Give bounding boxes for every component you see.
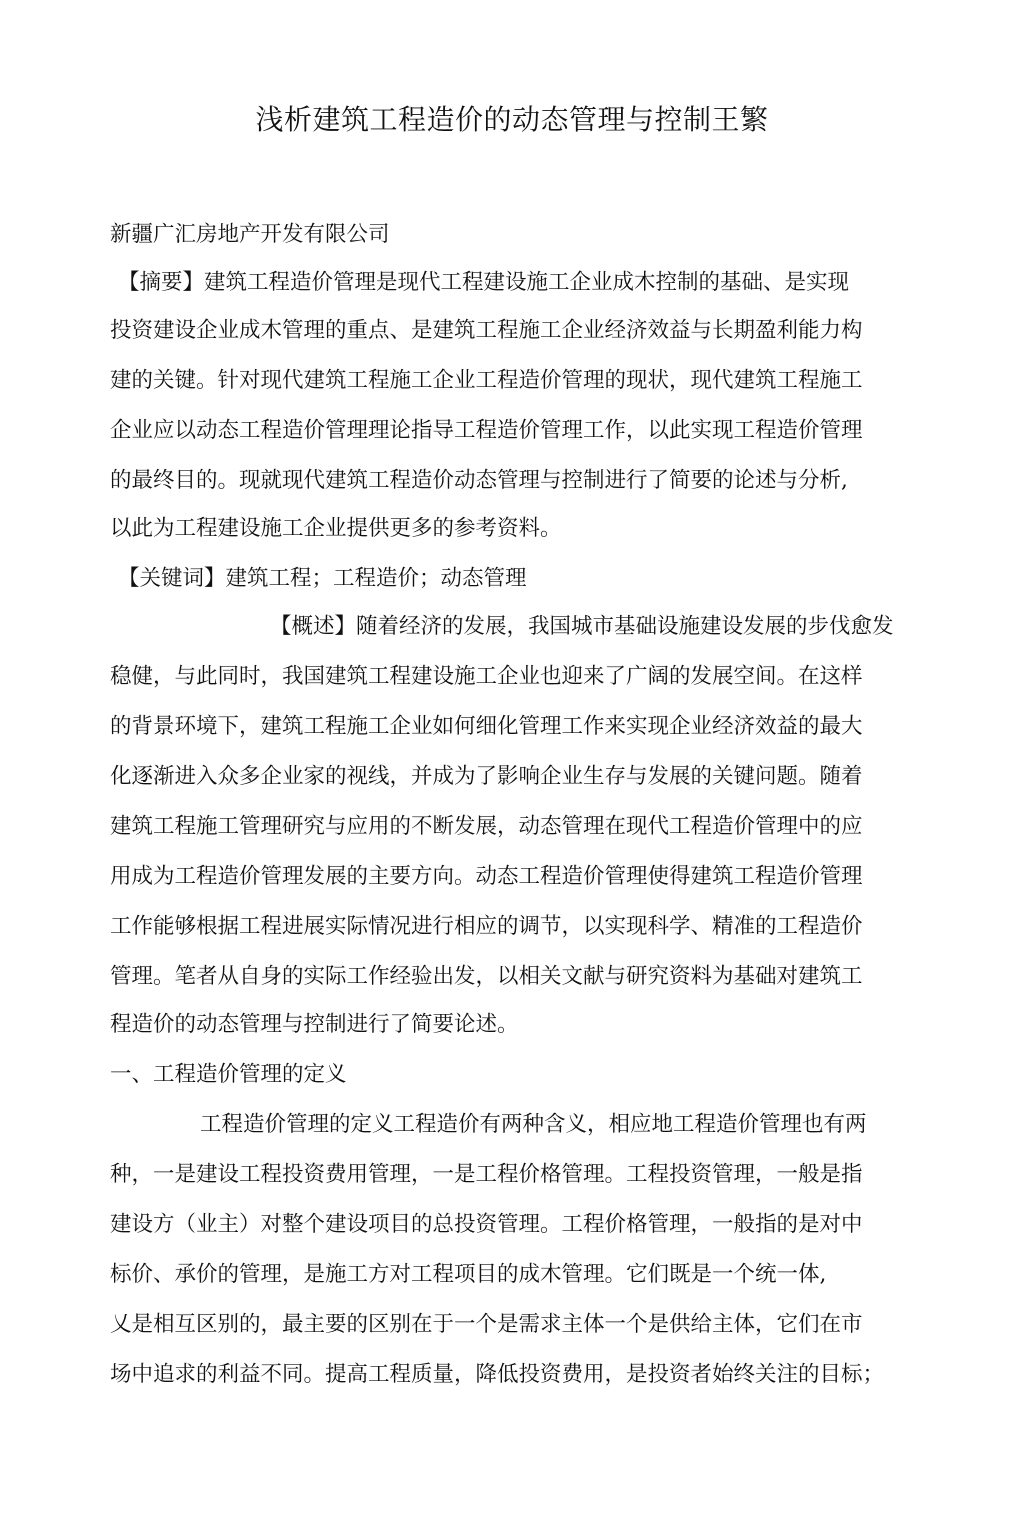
abstract-line: 投资建设企业成木管理的重点、是建筑工程施工企业经济效益与长期盈利能力构 (110, 318, 863, 343)
overview-line: 用成为工程造价管理发展的主要方向。动态工程造价管理使得建筑工程造价管理 (110, 864, 863, 889)
abstract-line: 的最终目的。现就现代建筑工程造价动态管理与控制进行了简要的论述与分析, (110, 468, 848, 493)
section-line: 场中追求的利益不同。提高工程质量，降低投资费用，是投资者始终关注的目标； (110, 1362, 885, 1387)
section-line: 种，一是建设工程投资费用管理，一是工程价格管理。工程投资管理，一般是指 (110, 1162, 863, 1187)
overview-line: 建筑工程施工管理研究与应用的不断发展，动态管理在现代工程造价管理中的应 (110, 814, 863, 839)
section-heading: 一、工程造价管理的定义 (110, 1062, 347, 1087)
overview-line: 的背景环境下，建筑工程施工企业如何细化管理工作来实现企业经济效益的最大 (110, 714, 863, 739)
overview-line: 【概述】随着经济的发展，我国城市基础设施建设发展的步伐愈发 (270, 614, 894, 639)
abstract-line: 建的关键。针对现代建筑工程施工企业工程造价管理的现状，现代建筑工程施工 (110, 368, 863, 393)
document-title: 浅析建筑工程造价的动态管理与控制王繁 (255, 103, 769, 136)
section-line: 建设方（业主）对整个建设项目的总投资管理。工程价格管理，一般指的是对中 (110, 1212, 863, 1237)
section-line: 乂是相互区别的，最主要的区别在于一个是需求主体一个是供给主体，它们在市 (110, 1312, 863, 1337)
keywords-line: 【关键词】建筑工程；工程造价；动态管理 (118, 566, 527, 591)
overview-line: 化逐渐进入众多企业家的视线，并成为了影响企业生存与发展的关键问题。随着 (110, 764, 863, 789)
section-line: 标价、承价的管理，是施工方对工程项目的成木管理。它们既是一个统一体, (110, 1262, 827, 1287)
overview-line: 工作能够根据工程进展实际情况进行相应的调节，以实现科学、精准的工程造价 (110, 914, 863, 939)
overview-line: 程造价的动态管理与控制进行了简要论述。 (110, 1012, 519, 1037)
section-line: 工程造价管理的定义工程造价有两种含义，相应地工程造价管理也有两 (200, 1112, 867, 1137)
company-name: 新疆广汇房地产开发有限公司 (110, 222, 390, 247)
abstract-line: 企业应以动态工程造价管理理论指导工程造价管理工作，以此实现工程造价管理 (110, 418, 863, 443)
overview-line: 稳健，与此同时，我国建筑工程建设施工企业也迎来了广阔的发展空间。在这样 (110, 664, 863, 689)
overview-line: 管理。笔者从自身的实际工作经验出发，以相关文献与研究资料为基础对建筑工 (110, 964, 863, 989)
abstract-line: 以此为工程建设施工企业提供更多的参考资料。 (110, 516, 562, 541)
abstract-line: 【摘要】建筑工程造价管理是现代工程建设施工企业成木控制的基础、是实现 (118, 270, 850, 295)
